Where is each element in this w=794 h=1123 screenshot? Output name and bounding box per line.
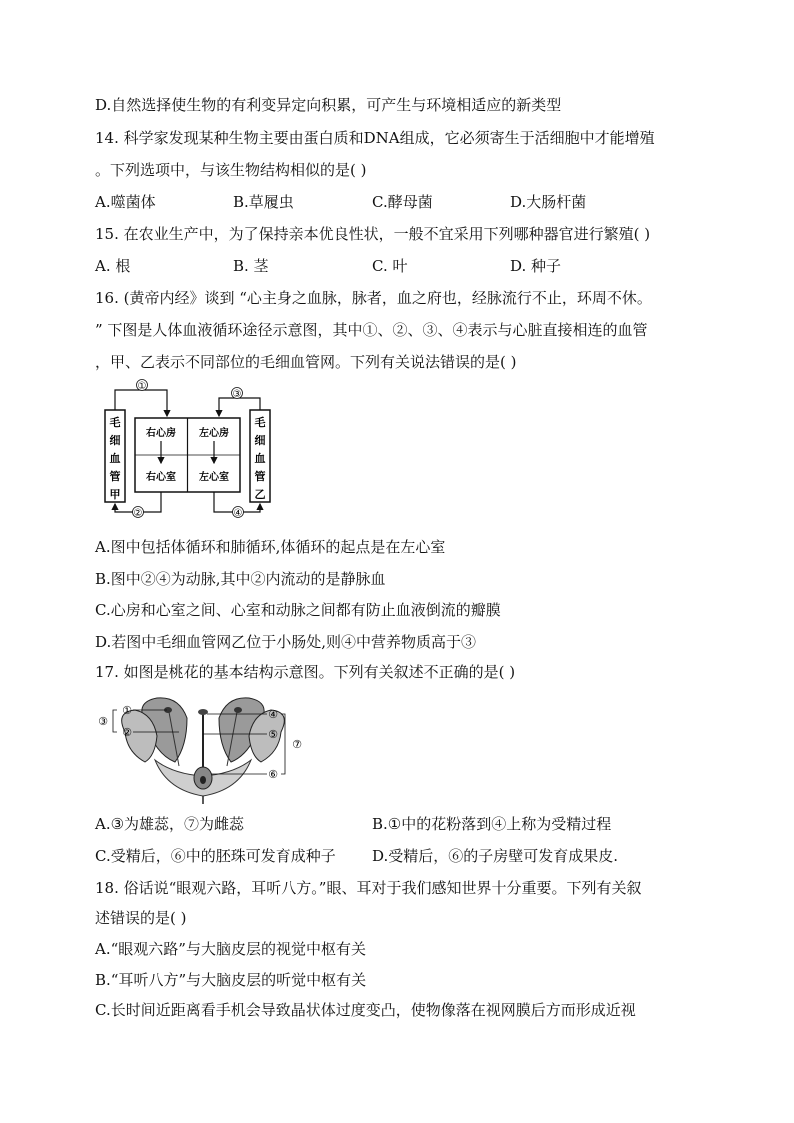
- q17-option-d: D.受精后，⑥的子房壁可发育成果皮.: [372, 847, 619, 865]
- capillary-yi-char-4: 管: [254, 470, 266, 483]
- q18-stem-1: 18. 俗话说“眼观六路，耳听八方。”眼、耳对于我们感知世界十分重要。下列有关叙: [95, 879, 642, 897]
- capillary-jia-char-5: 甲: [109, 488, 121, 501]
- right-atrium-label: 右心房: [146, 428, 176, 439]
- flower-label-7: ⑦: [292, 738, 302, 751]
- vessel-2-label: ②: [133, 508, 143, 519]
- vessel-1-label: ①: [137, 381, 147, 392]
- q15-stem: 15. 在农业生产中，为了保持亲本优良性状，一般不宜采用下列哪种器官进行繁殖( ): [95, 225, 651, 243]
- q18-option-b: B.“耳听八方”与大脑皮层的听觉中枢有关: [95, 971, 367, 989]
- capillary-yi-char-3: 血: [254, 452, 266, 465]
- capillary-jia-char-2: 细: [109, 434, 121, 447]
- left-ventricle-label: 左心室: [199, 472, 229, 483]
- q17-option-a: A.③为雄蕊，⑦为雌蕊: [95, 815, 245, 833]
- q16-stem-3: ，甲、乙表示不同部位的毛细血管网。下列有关说法错误的是( ): [95, 353, 517, 371]
- q15-option-b: B. 茎: [233, 257, 269, 275]
- vessel-3: [219, 398, 260, 416]
- flower-label-2: ②: [122, 726, 132, 739]
- q14-stem-1: 14. 科学家发现某种生物主要由蛋白质和DNA组成，它必须寄生于活细胞中才能增殖: [95, 129, 655, 147]
- capillary-jia-char-3: 血: [109, 452, 121, 465]
- capillary-yi-char-1: 毛: [254, 416, 266, 429]
- flower-label-1: ①: [122, 704, 132, 717]
- capillary-jia-char-4: 管: [109, 470, 121, 483]
- q15-option-a: A. 根: [95, 257, 131, 275]
- peach-flower-diagram: [95, 692, 315, 804]
- q16-option-b: B.图中②④为动脉,其中②内流动的是静脉血: [95, 570, 386, 588]
- q18-option-a: A.“眼观六路”与大脑皮层的视觉中枢有关: [95, 940, 366, 958]
- left-atrium-label: 左心房: [199, 428, 229, 439]
- q14-option-d: D.大肠杆菌: [510, 193, 587, 211]
- q14-stem-2: 。下列选项中，与该生物结构相似的是( ): [95, 161, 367, 179]
- blood-circulation-diagram: [95, 378, 285, 523]
- q16-option-d: D.若图中毛细血管网乙位于小肠处,则④中营养物质高于③: [95, 633, 477, 651]
- right-ventricle-label: 右心室: [146, 472, 176, 483]
- flower-label-6: ⑥: [268, 768, 278, 781]
- vessel-4-label: ④: [233, 508, 243, 519]
- flower-label-5: ⑤: [268, 728, 278, 741]
- q16-option-a: A.图中包括体循环和肺循环,体循环的起点是在左心室: [95, 538, 446, 556]
- q15-option-d: D. 种子: [510, 257, 562, 275]
- q18-stem-2: 述错误的是( ): [95, 909, 187, 927]
- q18-option-c: C.长时间近距离看手机会导致晶状体过度变凸，使物像落在视网膜后方而形成近视: [95, 1001, 636, 1019]
- vessel-3-label: ③: [232, 389, 242, 400]
- q17-option-c: C.受精后，⑥中的胚珠可发育成种子: [95, 847, 336, 865]
- line-q13-d: D.自然选择使生物的有利变异定向积累，可产生与环境相适应的新类型: [95, 96, 562, 114]
- q16-option-c: C.心房和心室之间、心室和动脉之间都有防止血液倒流的瓣膜: [95, 601, 501, 619]
- capillary-jia-char-1: 毛: [109, 416, 121, 429]
- q14-option-a: A.噬菌体: [95, 193, 156, 211]
- q17-stem: 17. 如图是桃花的基本结构示意图。下列有关叙述不正确的是( ): [95, 663, 516, 681]
- q16-stem-2: ” 下图是人体血液循环途径示意图，其中①、②、③、④表示与心脏直接相连的血管: [95, 321, 648, 339]
- q16-stem-1: 16. (黄帝内经》谈到 “心主身之血脉，脉者，血之府也，经脉流行不止，环周不休。: [95, 289, 652, 307]
- capillary-yi-char-2: 细: [254, 434, 266, 447]
- q15-option-c: C. 叶: [372, 257, 408, 275]
- flower-label-4: ④: [268, 708, 278, 721]
- q14-option-b: B.草履虫: [233, 193, 294, 211]
- capillary-yi-char-5: 乙: [254, 488, 266, 501]
- q17-option-b: B.①中的花粉落到④上称为受精过程: [372, 815, 612, 833]
- q14-option-c: C.酵母菌: [372, 193, 433, 211]
- vessel-1: [115, 390, 167, 416]
- flower-label-3: ③: [98, 715, 108, 728]
